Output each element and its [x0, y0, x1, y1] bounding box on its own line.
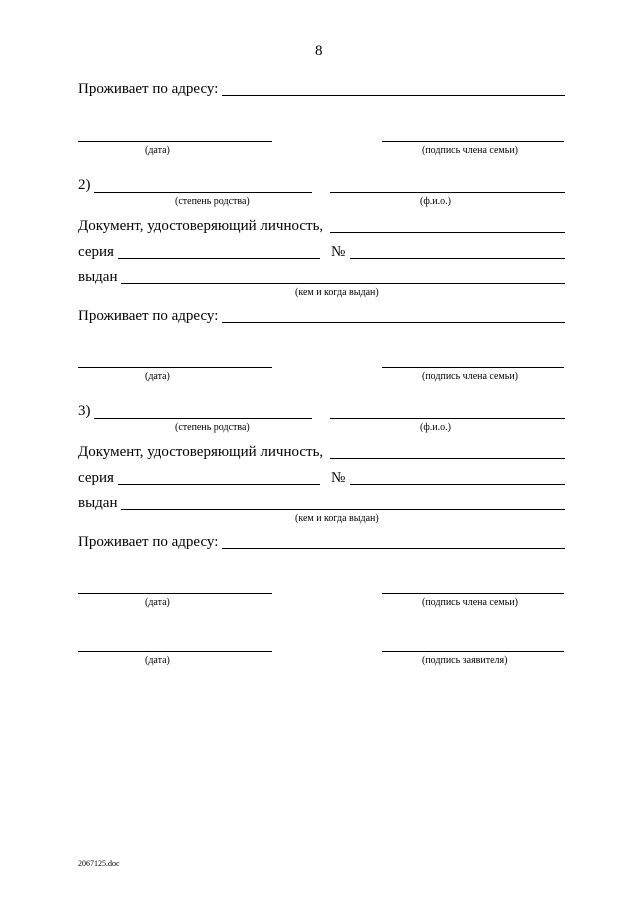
- fio-caption-3: (ф.и.о.): [420, 422, 451, 433]
- member-number-3: 3): [78, 403, 91, 419]
- doc-number-field-2[interactable]: [350, 258, 565, 259]
- address-field-3[interactable]: [222, 548, 565, 549]
- member-sign-caption-1: (подпись члена семьи): [422, 145, 519, 156]
- address-label-2: Проживает по адресу:: [78, 308, 219, 324]
- date-caption-3: (дата): [145, 597, 170, 608]
- doc-number-field-3[interactable]: [350, 484, 565, 485]
- series-field-3[interactable]: [118, 484, 320, 485]
- kinship-caption-3: (степень родства): [175, 422, 250, 433]
- issued-field-3[interactable]: [121, 509, 565, 510]
- series-field-2[interactable]: [118, 258, 320, 259]
- kinship-field-2[interactable]: [94, 192, 312, 193]
- address-field-1[interactable]: [222, 95, 565, 96]
- page-number: 8: [315, 43, 323, 59]
- issued-caption-2: (кем и когда выдан): [295, 287, 379, 298]
- number-sign-3: №: [331, 470, 346, 486]
- kinship-caption-2: (степень родства): [175, 196, 250, 207]
- series-label-3: серия: [78, 470, 114, 486]
- address-label-3: Проживает по адресу:: [78, 534, 219, 550]
- member-sign-caption-2: (подпись члена семьи): [422, 371, 519, 382]
- date-field-3[interactable]: [78, 593, 272, 594]
- applicant-sign-caption: (подпись заявителя): [422, 655, 508, 666]
- kinship-field-3[interactable]: [94, 418, 312, 419]
- issued-label-2: выдан: [78, 269, 118, 285]
- date-field-1[interactable]: [78, 141, 272, 142]
- id-doc-label-2: Документ, удостоверяющий личность,: [78, 218, 324, 234]
- fio-field-2[interactable]: [330, 192, 565, 193]
- applicant-date-field[interactable]: [78, 651, 272, 652]
- fio-caption-2: (ф.и.о.): [420, 196, 451, 207]
- date-field-2[interactable]: [78, 367, 272, 368]
- address-label-1: Проживает по адресу:: [78, 81, 219, 97]
- applicant-date-caption: (дата): [145, 655, 170, 666]
- address-field-2[interactable]: [222, 322, 565, 323]
- series-label-2: серия: [78, 244, 114, 260]
- fio-field-3[interactable]: [330, 418, 565, 419]
- id-doc-field-3[interactable]: [330, 458, 565, 459]
- issued-field-2[interactable]: [121, 283, 565, 284]
- footer-filename: 2067125.doc: [78, 859, 120, 868]
- number-sign-2: №: [331, 244, 346, 260]
- id-doc-label-3: Документ, удостоверяющий личность,: [78, 444, 324, 460]
- applicant-sign-field[interactable]: [382, 651, 564, 652]
- member-sign-field-1[interactable]: [382, 141, 564, 142]
- date-caption-1: (дата): [145, 145, 170, 156]
- member-sign-caption-3: (подпись члена семьи): [422, 597, 519, 608]
- date-caption-2: (дата): [145, 371, 170, 382]
- id-doc-field-2[interactable]: [330, 232, 565, 233]
- member-sign-field-2[interactable]: [382, 367, 564, 368]
- issued-caption-3: (кем и когда выдан): [295, 513, 379, 524]
- member-number-2: 2): [78, 177, 91, 193]
- member-sign-field-3[interactable]: [382, 593, 564, 594]
- issued-label-3: выдан: [78, 495, 118, 511]
